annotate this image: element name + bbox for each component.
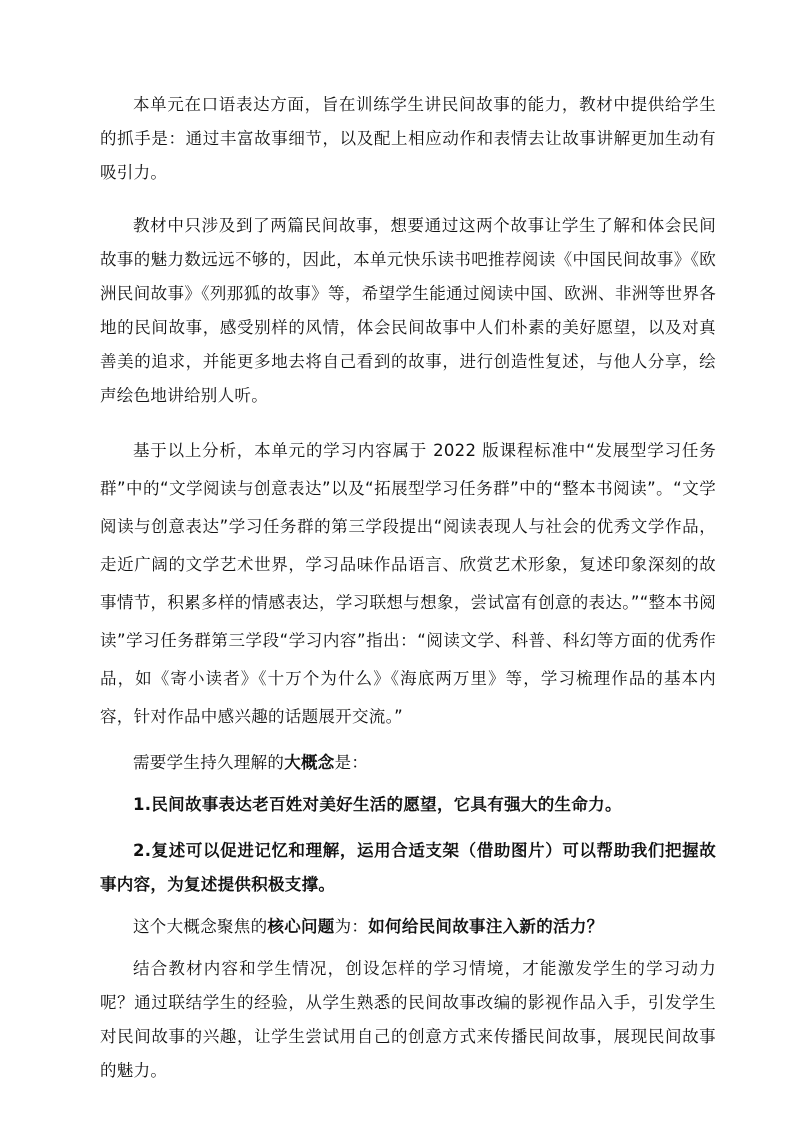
paragraph-curriculum-analysis: 基于以上分析，本单元的学习内容属于 2022 版课程标准中“发展型学习任务群”中的“文学阅读与创意表达”以及“拓展型学习任务群”中的“整本书阅读”。“文学阅读与创意表达”学习任务群的第三学段提出“阅读表现人与社会的优秀文学作品，走近广阔的文学艺术世界，学习品味作品语言、欣赏艺术形象，复述印象深刻的故事情节，积累多样的情感表达，学习联想与想象，尝试富有创意的表达。”“整本书阅读”学习任务群第三学段“学习内容”指出：“阅读文学、科普、科幻等方面的优秀作品，如《寄小读者》《十万个为什么》《海底两万里》等，学习梳理作品的基本内容，针对作品中感兴趣的话题展开交流。” (100, 441, 716, 726)
big-concept-item-2: 2.复述可以促进记忆和理解，运用合适支架（借助图片）可以帮助我们把握故事内容，为复述提供积极支撑。 (100, 841, 716, 894)
core-question-text: 如何给民间故事注入新的活力？ (368, 917, 604, 936)
core-question-prefix: 这个大概念聚焦的 (133, 917, 268, 936)
big-concept-suffix: 是： (334, 753, 369, 772)
core-question-term: 核心问题 (267, 917, 335, 936)
big-concept-term: 大概念 (284, 753, 335, 772)
paragraph-folk-tales-reading: 教材中只涉及到了两篇民间故事，想要通过这两个故事让学生了解和体会民间故事的魅力数远远不够的，因此，本单元快乐读书吧推荐阅读《中国民间故事》《欧洲民间故事》《列那狐的故事》等，希望学生能通过阅读中国、欧洲、非洲等世界各地的民间故事，感受别样的风情，体会民间故事中人们朴素的美好愿望，以及对真善美的追求，并能更多地去将自己看到的故事，进行创造性复述，与他人分享，绘声绘色地讲给别人听。 (100, 216, 716, 405)
paragraph-big-concept-intro (100, 746, 716, 780)
paragraph-learning-situation: 结合教材内容和学生情况，创设怎样的学习情境，才能激发学生的学习动力呢？通过联结学生的经验，从学生熟悉的民间故事改编的影视作品入手，引发学生对民间故事的兴趣，让学生尝试用自己的创意方式来传播民间故事，展现民间故事的魅力。 (100, 959, 716, 1080)
core-question-mid: 为： (334, 917, 369, 936)
paragraph-core-question (100, 910, 716, 944)
big-concept-prefix: 需要学生持久理解的 (133, 753, 285, 772)
document-body (100, 88, 716, 1088)
paragraph-oral-expression: 本单元在口语表达方面，旨在训练学生讲民间故事的能力，教材中提供给学生的抓手是：通过丰富故事细节，以及配上相应动作和表情去让故事讲解更加生动有吸引力。 (100, 95, 716, 182)
big-concept-item-1: 1.民间故事表达老百姓对美好生活的愿望，它具有强大的生命力。 (133, 795, 622, 814)
